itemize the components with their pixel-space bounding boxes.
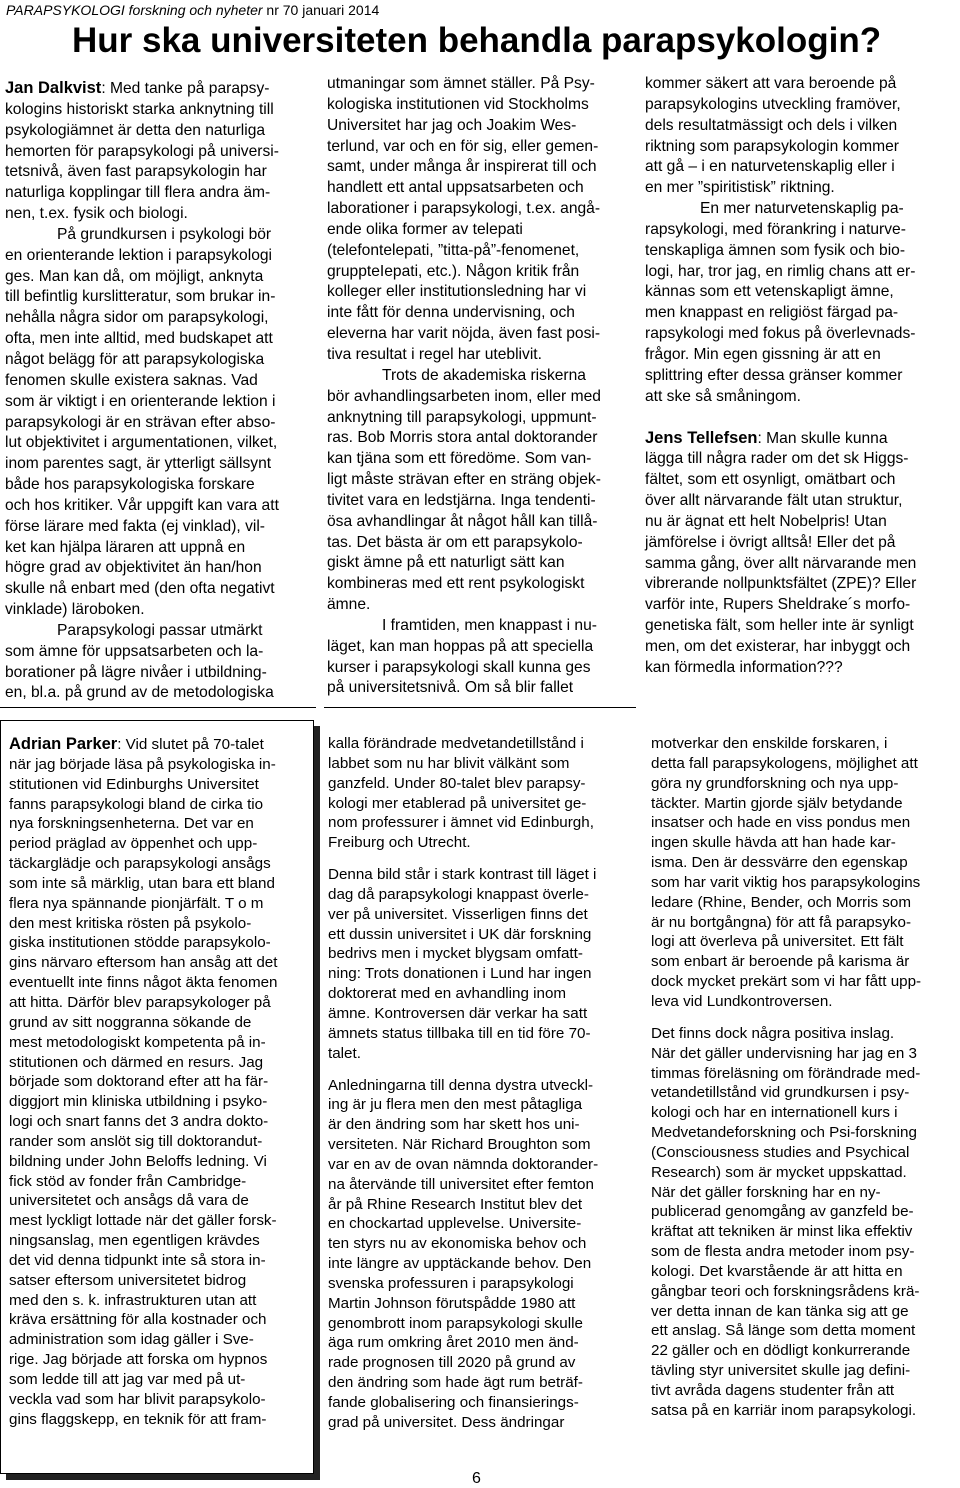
text-line-rest: : Man skulle kunna [757, 429, 888, 447]
author-name: Adrian Parker [9, 735, 118, 753]
text-line: ver detta innan de kan tänka sig att ge [651, 1302, 909, 1320]
text-line: ges. Man kan då, om möjligt, anknyta [5, 267, 264, 285]
text-line: kommer säkert att vara beroende på [645, 75, 897, 92]
page-number: 6 [472, 1470, 481, 1487]
text-line: kologi. Det kvarstående är att hitta en [651, 1262, 903, 1280]
running-head [6, 2, 379, 18]
text-line: logi och snart fanns det 3 andra dokto- [9, 1113, 269, 1131]
text-line: genombrott inom parapsykologi skulle [328, 1314, 583, 1332]
text-line: kologiska institutionen vid Stockholms [327, 95, 589, 113]
text-line: kalla förändrade medvetandetillstånd i [328, 735, 584, 752]
text-line: kräva ersättning för alla kostnader och [9, 1311, 267, 1329]
text-line: kolleger eller institutionsledning har vi [327, 283, 587, 301]
text-line: rapsykologi med fokus på överlevnads- [645, 325, 916, 343]
text-line: logi, har, tror jag, en rimlig chans att er- [645, 262, 916, 280]
text-line: täckarglädje och parapsykologi ansågs [9, 855, 271, 873]
text-line: med den s. k. infrastrukturen utan att [9, 1291, 257, 1309]
text-line: kan tjäna som ett föredöme. Som van- [327, 450, 592, 468]
text-line: ämnets status tillbaka till en tid före 70- [328, 1024, 591, 1042]
text-line: logi att överleva på universitet. Ett fält [651, 933, 904, 951]
text-line: en, bl.a. på grund av de metodologiska [5, 684, 274, 702]
text-line [328, 853, 598, 865]
text-line: detta fall parapsykologens, möjlighet att [651, 754, 918, 772]
text-line: att hitta. Därför blev parapsykologer på [9, 993, 271, 1011]
author-name: Jan Dalkvist [5, 79, 102, 97]
text-line: läget, kan man hoppas på att speciella [327, 637, 594, 655]
text-line: eleverna har varit nöjda, även fast posi- [327, 325, 601, 343]
running-head-title: PARAPSYKOLOGI forskning och nyheter [6, 2, 263, 18]
text-line: rige. Jag började att forska om hypnos [9, 1351, 268, 1369]
text-line: nen, t.ex. fysik och biologi. [5, 205, 188, 223]
text-line: borationer på lägre nivåer i utbildning- [5, 663, 267, 681]
text-line: och hos kritiker. Vår uppgift kan vara att [5, 496, 279, 514]
text-line: Anledningarna till denna dystra utveckl- [328, 1076, 594, 1094]
text-line: kräftat att tekniken är minst lika effektiv [651, 1223, 913, 1241]
text-line-rest: : Vid slutet på 70-talet [117, 736, 264, 753]
text-line: nya forskningsenheterna. Det var en [9, 815, 254, 833]
text-line [9, 735, 278, 755]
text-line: handlett ett antal uppsatsarbeten och [327, 179, 584, 197]
text-line: bör avhandlingsarbeten inom, eller med [327, 387, 601, 405]
text-line: som är viktigt i en orienterande lektion i [5, 392, 276, 410]
text-line: över allt närvarande fält utan struktur, [645, 492, 903, 510]
text-line: Medvetandeforskning och Psi-forskning [651, 1124, 917, 1142]
text-line: vibrerande nollpunktsfältet (ZPE)? Eller [645, 575, 917, 593]
text-line: tiva resultat i regel har uteblivit. [327, 345, 542, 363]
right-bottom-column [651, 734, 921, 1421]
text-line: vetandetillstånd vid grundkursen i psy- [651, 1084, 910, 1102]
text-line: ösa avhandlingar åt något håll kan tillå- [327, 512, 598, 530]
text-line: stitutionen vid Edinburghs Universitet [9, 775, 259, 793]
text-line: gruppteIepati, etc.). Någon kritik från [327, 262, 580, 280]
text-line: ras. Bob Morris stora antal doktorander [327, 429, 598, 447]
text-line: lägga till några rader om det sk Higgs- [645, 450, 909, 468]
text-line: år på Rhine Research Institut blev det [328, 1195, 583, 1213]
text-line: genetiska fält, som heller inte är synligt [645, 617, 914, 635]
text-line: giska institutionen stödde parapsykolo- [9, 934, 271, 952]
text-line [645, 428, 916, 450]
column-rule-middle [324, 707, 636, 708]
text-line: inte fått för denna undervisning, och [327, 304, 575, 322]
text-line: den mest kritiska rösten på psykolo- [9, 914, 252, 932]
text-line: mest metodologiskt kompetenta på in- [9, 1033, 266, 1051]
text-line: På grundkursen i psykologi bör [57, 225, 272, 243]
text-line: att gå – i en naturvetenskaplig eller i [645, 158, 895, 176]
text-line: började som doktorand efter att ha fär- [9, 1073, 269, 1091]
text-line: Denna bild står i stark kontrast till läget i [328, 866, 597, 884]
text-line: talet. [328, 1044, 361, 1062]
text-line: är den ändring som har skett hos uni- [328, 1116, 580, 1134]
text-line: timmas föreläsning om förändrade med- [651, 1064, 921, 1082]
text-line: universitetet och ansågs då vara de [9, 1192, 249, 1210]
text-line: en orienterande lektion i parapsykologi [5, 246, 272, 264]
text-line: ende olika former av telepati [327, 220, 523, 238]
paragraph-gap [645, 408, 916, 428]
text-line: dag då parapsykologi knappast överle- [328, 885, 589, 903]
text-line: veckla vad som har blivit parapsykolo- [9, 1390, 266, 1408]
text-line: kologi och har en internationell kurs i [651, 1104, 898, 1122]
text-line: När det gäller undervisning har jag en 3 [651, 1044, 917, 1062]
text-line: administration som idag gäller i Sve- [9, 1331, 254, 1349]
text-line: bildning under John Beloffs ledning. Vi [9, 1152, 267, 1170]
text-line: diggjort min kliniska utbildning i psyko- [9, 1093, 268, 1111]
text-line: laborationer i parapsykologi, t.ex. angå- [327, 200, 601, 218]
text-line: ver på universitet. Visserligen finns det [328, 905, 588, 923]
text-line: gins närvaro eftersom han ansåg att det [9, 954, 278, 972]
text-line: rapsykologi, med förankring i naturve- [645, 220, 906, 238]
text-line: (Consciousness studies and Psychical [651, 1143, 910, 1161]
text-line: när jag började läsa på psykologiska in- [9, 755, 276, 773]
text-line: ämne. [327, 596, 371, 614]
text-line: förse lärare med fakta (ej vinklad), vil- [5, 517, 265, 535]
text-line: kombineras med ett rent psykologiskt [327, 575, 585, 593]
text-line: kännas som ett vetenskapligt ämne, [645, 283, 894, 301]
text-line: ing är ju flera men den mest påtagliga [328, 1096, 583, 1114]
text-line: ningsanslag, men egentligen krävdes [9, 1232, 260, 1250]
text-line: nehålla några sidor om parapsykologi, [5, 309, 269, 327]
middle-top-column [327, 74, 601, 699]
text-line: parapsykologins utveckling framöver, [645, 95, 901, 113]
text-line: ning: Trots donationen i Lund har ingen [328, 965, 592, 983]
text-line: var en av de ovan nämnda doktorander- [328, 1155, 599, 1173]
text-line: som ämne för uppsatsarbeten och la- [5, 642, 264, 660]
text-line: en mer ”spiritistisk” riktning. [645, 179, 835, 197]
text-line: utmaningar som ämnet ställer. På Psy- [327, 75, 595, 92]
text-line: isma. Den är dessvärre den egenskap [651, 854, 908, 872]
text-line: nom professurer i ämnet vid Edinburgh, [328, 814, 594, 832]
text-line: Trots de akademiska riskerna [382, 366, 586, 384]
text-line: till befintlig kurslitteratur, som brukar in- [5, 288, 276, 306]
text-line: leva vid Lundkontroversen. [651, 992, 833, 1010]
text-line: rade prognosen till 2020 på grund av [328, 1354, 576, 1372]
text-line [328, 1064, 598, 1076]
text-line: en chockartad upplevelse. Universite- [328, 1215, 582, 1233]
text-line: kologins historiskt starka anknytning till [5, 100, 274, 118]
column-rule-left [0, 707, 316, 708]
text-line: jämförelse i övrigt alltså! Eller det på [645, 533, 896, 551]
text-line: som enbart är beroende på karisma är [651, 953, 910, 971]
text-line: period präglad av öppenhet och upp- [9, 835, 258, 853]
text-line: eventuellt inte finns något äkta fenomen [9, 974, 278, 992]
text-line: bedrivs men i mycket blygsam omfatt- [328, 945, 583, 963]
text-line: Parapsykologi passar utmärkt [57, 621, 263, 639]
article-headline: Hur ska universiteten behandla parapsykologin? [72, 21, 882, 60]
text-line: parapsykologi är en strävan efter abso- [5, 413, 276, 431]
text-line: ämne. Kontroversen där verkar ha satt [328, 1004, 588, 1022]
middle-bottom-column [328, 734, 598, 1433]
text-line: psykologiämnet är detta den naturliga [5, 121, 266, 139]
text-line [5, 78, 279, 100]
text-line: motverkar den enskilde forskaren, i [651, 735, 888, 752]
text-line: fältet, som ett osynligt, omätbart och [645, 471, 896, 489]
text-line: terlund, var och en för sig, eller gemen- [327, 137, 599, 155]
text-line [651, 1012, 921, 1024]
text-line: samma gång, över allt närvarande men [645, 554, 917, 572]
text-line: inte längre av upptäckande behov. Den [328, 1255, 592, 1273]
text-line: mest lyckligt lottade när det gäller forsk- [9, 1212, 277, 1230]
box-frame [0, 720, 314, 1474]
text-line: tävling styr universitet skulle jag defini- [651, 1362, 911, 1380]
text-line: splittring efter dessa gränser kommer [645, 366, 903, 384]
text-line: doktorerat med en avhandling inom [328, 985, 567, 1003]
text-line: Freiburg och Utrecht. [328, 834, 471, 852]
text-line: tivitet vara en ledstjärna. Inga tendenti- [327, 491, 596, 509]
text-line-rest: : Med tanke på parapsy- [101, 80, 270, 97]
text-line: giskt ämne på ett naturligt sätt kan [327, 554, 565, 572]
text-line: svenska professuren i parapsykologi [328, 1274, 574, 1292]
text-line: göra ny grundforskning och nya upp- [651, 774, 899, 792]
text-line: satser eftersom universitetet bidrog [9, 1271, 247, 1289]
text-line: frågor. Min egen gissning är att en [645, 345, 881, 363]
text-line: att ske så småningom. [645, 387, 802, 405]
text-line: men, om det existerar, har inbyggt och [645, 637, 911, 655]
text-line: både hos parapsykologiska forskare [5, 476, 255, 494]
text-line: något belägg för att parapsykologiska [5, 350, 265, 368]
running-head-issue: nr 70 januari 2014 [262, 2, 380, 18]
text-line: ledare (Rhine, Bender, och Morris som [651, 893, 911, 911]
text-line: ingen skulle hävda att han hade kar- [651, 834, 896, 852]
text-line: tenskapliga ämnen som fysik och bio- [645, 241, 906, 259]
text-line: 22 gäller och en dödligt konkurrerande [651, 1342, 911, 1360]
text-line: kologi mer etablerad på universitet ge- [328, 794, 587, 812]
text-line: ett dussin universitet i UK där forskning [328, 925, 592, 943]
text-line: ett anslag. Så länge som detta moment [651, 1322, 916, 1340]
text-line: naturliga kopplingar till flera andra äm- [5, 184, 271, 202]
text-line: Martin Johnson förutspådde 1980 att [328, 1294, 576, 1312]
text-line: gångbar teori och forskningsrådens krä- [651, 1282, 920, 1300]
text-line: fick stöd av fonder från Cambridge- [9, 1172, 247, 1190]
text-line: äga rum omkring året 2010 men änd- [328, 1334, 579, 1352]
text-line: stitutionen och därmed en resurs. Jag [9, 1053, 264, 1071]
text-line: ofta, men inte alltid, med budskapet att [5, 330, 273, 348]
text-line: är nu bortgångna) för att få parapsyko- [651, 913, 912, 931]
text-line: men knappast en religiöst färgad pa- [645, 304, 899, 322]
text-line: En mer naturvetenskaplig pa- [700, 200, 904, 218]
text-line: ganzfeld. Under 80-talet blev parapsy- [328, 774, 586, 792]
text-line: som inte så märklig, utan bara ett bland [9, 874, 275, 892]
text-line: dels resultatmässigt och dels i vilken [645, 116, 898, 134]
text-line: Universitet har jag och Joakim Wes- [327, 116, 577, 134]
text-line: versiteten. När Richard Broughton som [328, 1136, 591, 1154]
text-line: insatser och hade en viss pondus men [651, 814, 911, 832]
parker-box [0, 720, 322, 1482]
text-line: ten styrs nu av ekonomiska behov och [328, 1235, 587, 1253]
text-line: som har varit viktig hos parapsykologins [651, 873, 921, 891]
text-line: som de flesta andra metoder inom psy- [651, 1243, 915, 1261]
author-name: Jens Tellefsen [645, 428, 758, 447]
text-line: labbet som nu har blivit välkänt som [328, 754, 570, 772]
text-line: skulle nå enbart med (den ofta negativt [5, 580, 275, 598]
text-line: hemorten för parapsykologi på universi- [5, 142, 279, 160]
text-line: Research) som är mycket uppskattad. [651, 1163, 907, 1181]
text-line: satsa på en karriär inom parapsykologi. [651, 1401, 917, 1419]
text-line: lut objektivitet i argumentationen, vilket, [5, 434, 278, 452]
text-line: tetsnivå, även fast parapsykologin har [5, 163, 267, 181]
text-line: högre grad av objektivitet än han/hon [5, 559, 262, 577]
text-line: (telefontelepati, ”titta-på”-fenomenet, [327, 241, 580, 259]
text-line: varför inte, Rupers Sheldrake´s morfo- [645, 596, 911, 614]
text-line: fande globalisering och finansierings- [328, 1394, 579, 1411]
text-line: rander som anslöt sig till doktorandut- [9, 1132, 263, 1150]
text-line: kurser i parapsykologi skall kunna ges [327, 658, 591, 676]
text-line: ket kan hjälpa läraren att uppnå en [5, 538, 246, 556]
text-line: I framtiden, men knappast i nu- [382, 616, 597, 634]
text-line: na återvände till universitet efter femton [328, 1175, 594, 1193]
text-line: När det gäller forskning har en ny- [651, 1183, 881, 1201]
text-line: det vid denna tidpunkt inte så stora in- [9, 1251, 266, 1269]
text-line: som ledde till att jag var med på ut- [9, 1371, 246, 1388]
right-top-column [645, 74, 916, 679]
text-line: grad på universitet. Dess ändringar [328, 1413, 565, 1431]
dalkvist-column [5, 78, 279, 704]
text-line: Det finns dock några positiva inslag. [651, 1024, 895, 1042]
text-line: den ändring som hade ägt rum beträf- [328, 1374, 583, 1392]
text-line: publicerad genomgång av ganzfeld be- [651, 1203, 914, 1221]
text-line: tivt avråda dagens studenter från att [651, 1382, 895, 1399]
text-line: fanns parapsykologi bland de cirka tio [9, 795, 264, 813]
parker-column [9, 735, 278, 1430]
text-line: flera nya spännande pionjärfält. T o m [9, 894, 264, 912]
text-line: nu är ägnat ett helt Nobelpris! Utan [645, 512, 887, 530]
text-line: samt, under många år inspirerat till och [327, 158, 597, 176]
text-line: riktning som parapsykologin kommer [645, 137, 899, 155]
text-line: dock mycket prekärt som vi har fått upp- [651, 973, 922, 991]
text-line: anknytning till parapsykologi, uppmunt- [327, 408, 597, 426]
text-line: tas. Det bästa är om ett parapsykolo- [327, 533, 583, 551]
text-line: inom parentes sagt, är ytterligt sällsynt [5, 455, 272, 473]
text-line: ligt måste strävan efter en sträng objek- [327, 471, 601, 489]
text-line: gins flaggskepp, en teknik för att fram- [9, 1410, 267, 1428]
text-line: kan förmedla information??? [645, 658, 843, 676]
text-line: täckter. Martin gjorde själv betydande [651, 794, 903, 812]
text-line: grund av sitt noggranna sökande de [9, 1013, 252, 1031]
text-line: på universitetsnivå. Om så blir fallet [327, 679, 574, 697]
text-line: fenomen skulle existera saknas. Vad [5, 371, 258, 389]
text-line: vinklade) läroboken. [5, 601, 145, 619]
